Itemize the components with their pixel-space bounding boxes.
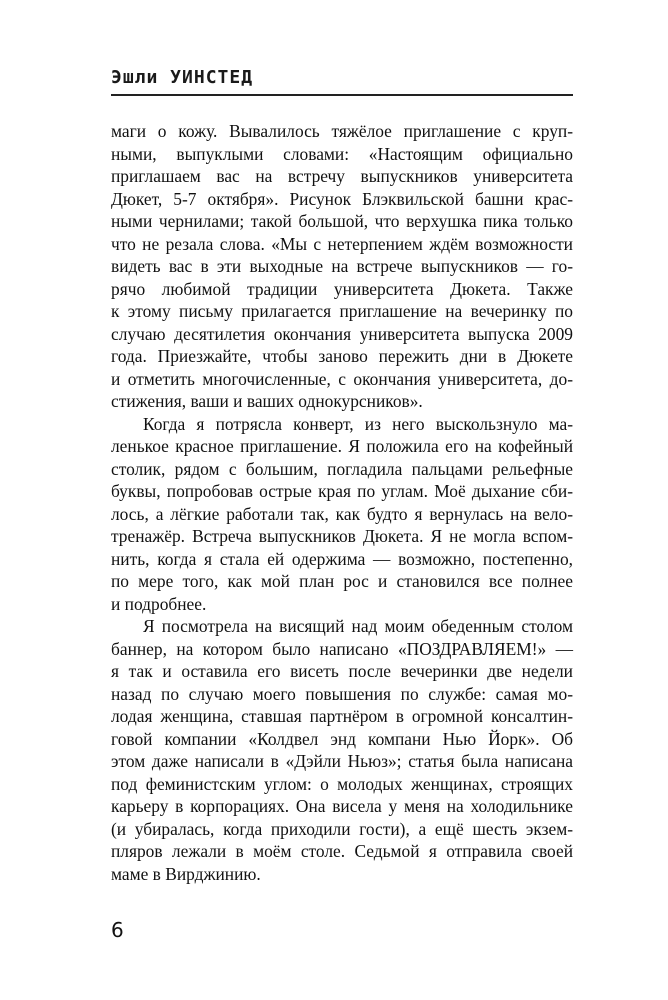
text-line: ными, выпуклыми словами: «Настоящим официально [111, 143, 573, 164]
text-line: случаю десятилетия окончания университета выпуска 2009 [111, 323, 573, 344]
paragraph-1 [111, 120, 573, 413]
text-line: что не резала слова. «Мы с нетерпением ждём возможности [111, 233, 573, 254]
text-line: Дюкет, 5-7 октября». Рисунок Блэквильской башни крас- [111, 188, 573, 209]
paragraph-2 [111, 413, 573, 616]
text-line: по мере того, как мой план рос и становился все полнее [111, 571, 573, 591]
paragraph-3 [111, 615, 573, 885]
text-line: видеть вас в эти выходные на встрече выпускников — го- [111, 256, 573, 276]
text-line: лодая женщина, ставшая партнёром в огромной консалтин- [111, 706, 573, 726]
text-line: под феминистским углом: о молодых женщинах, строящих [111, 773, 573, 794]
text-line: ными чернилами; такой большой, что верхушка пика только [111, 211, 573, 231]
text-line: этом даже написали в «Дэйли Ньюз»; статья была написана [111, 751, 573, 771]
text-line: пляров лежали в моём столе. Седьмой я отправила своей [111, 841, 573, 861]
text-line: маме в Вирджинию. [111, 863, 261, 884]
text-line: буквы, попробовав острые края по углам. Моё дыхание сби- [111, 481, 573, 501]
text-line: назад по случаю моего повышения по службе: самая мо- [111, 683, 573, 704]
text-line: стижения, ваши и ваших однокурсников». [111, 391, 423, 411]
text-line: года. Приезжайте, чтобы заново пережить дни в Дюкете [111, 346, 573, 366]
text-line: маги о кожу. Вывалилось тяжёлое приглашение с круп- [111, 121, 573, 141]
text-line: баннер, на котором было написано «ПОЗДРАВЛЯЕМ!» — [111, 638, 573, 659]
text-line: к этому письму прилагается приглашение на вечеринку по [111, 301, 573, 321]
text-line: приглашаем вас на встречу выпускников университета [111, 166, 573, 186]
text-line: (и убиралась, когда приходили гости), а ещё шесть экзем- [111, 818, 573, 839]
text-line: и отметить многочисленные, с окончания университета, до- [111, 368, 573, 389]
text-line: говой компании «Колдвел энд компани Нью Йорк». Об [111, 728, 573, 749]
text-line: Когда я потрясла конверт, из него выскользнуло ма- [143, 413, 573, 434]
running-head: Эшли УИНСТЕД [111, 67, 254, 88]
body-text [111, 120, 573, 885]
text-line: и подробнее. [111, 593, 207, 614]
page-number: 6 [111, 918, 124, 942]
text-line: ленькое красное приглашение. Я положила его на кофейный [111, 436, 573, 456]
text-line: тренажёр. Встреча выпускников Дюкета. Я не могла вспом- [111, 526, 573, 546]
header-rule [111, 94, 573, 96]
text-line: лось, а лёгкие работали так, как будто я вернулась на вело- [111, 503, 573, 524]
text-line: рячо любимой традиции университета Дюкета. Также [111, 278, 573, 299]
text-line: я так и оставила его висеть после вечеринки две недели [111, 661, 573, 681]
text-line: Я посмотрела на висящий над моим обеденным столом [143, 616, 573, 636]
text-line: столик, рядом с большим, погладила пальцами рельефные [111, 458, 573, 479]
text-line: нить, когда я стала ей одержима — возможно, постепенно, [111, 548, 573, 569]
text-line: карьеру в корпорациях. Она висела у меня на холодильнике [111, 796, 573, 816]
